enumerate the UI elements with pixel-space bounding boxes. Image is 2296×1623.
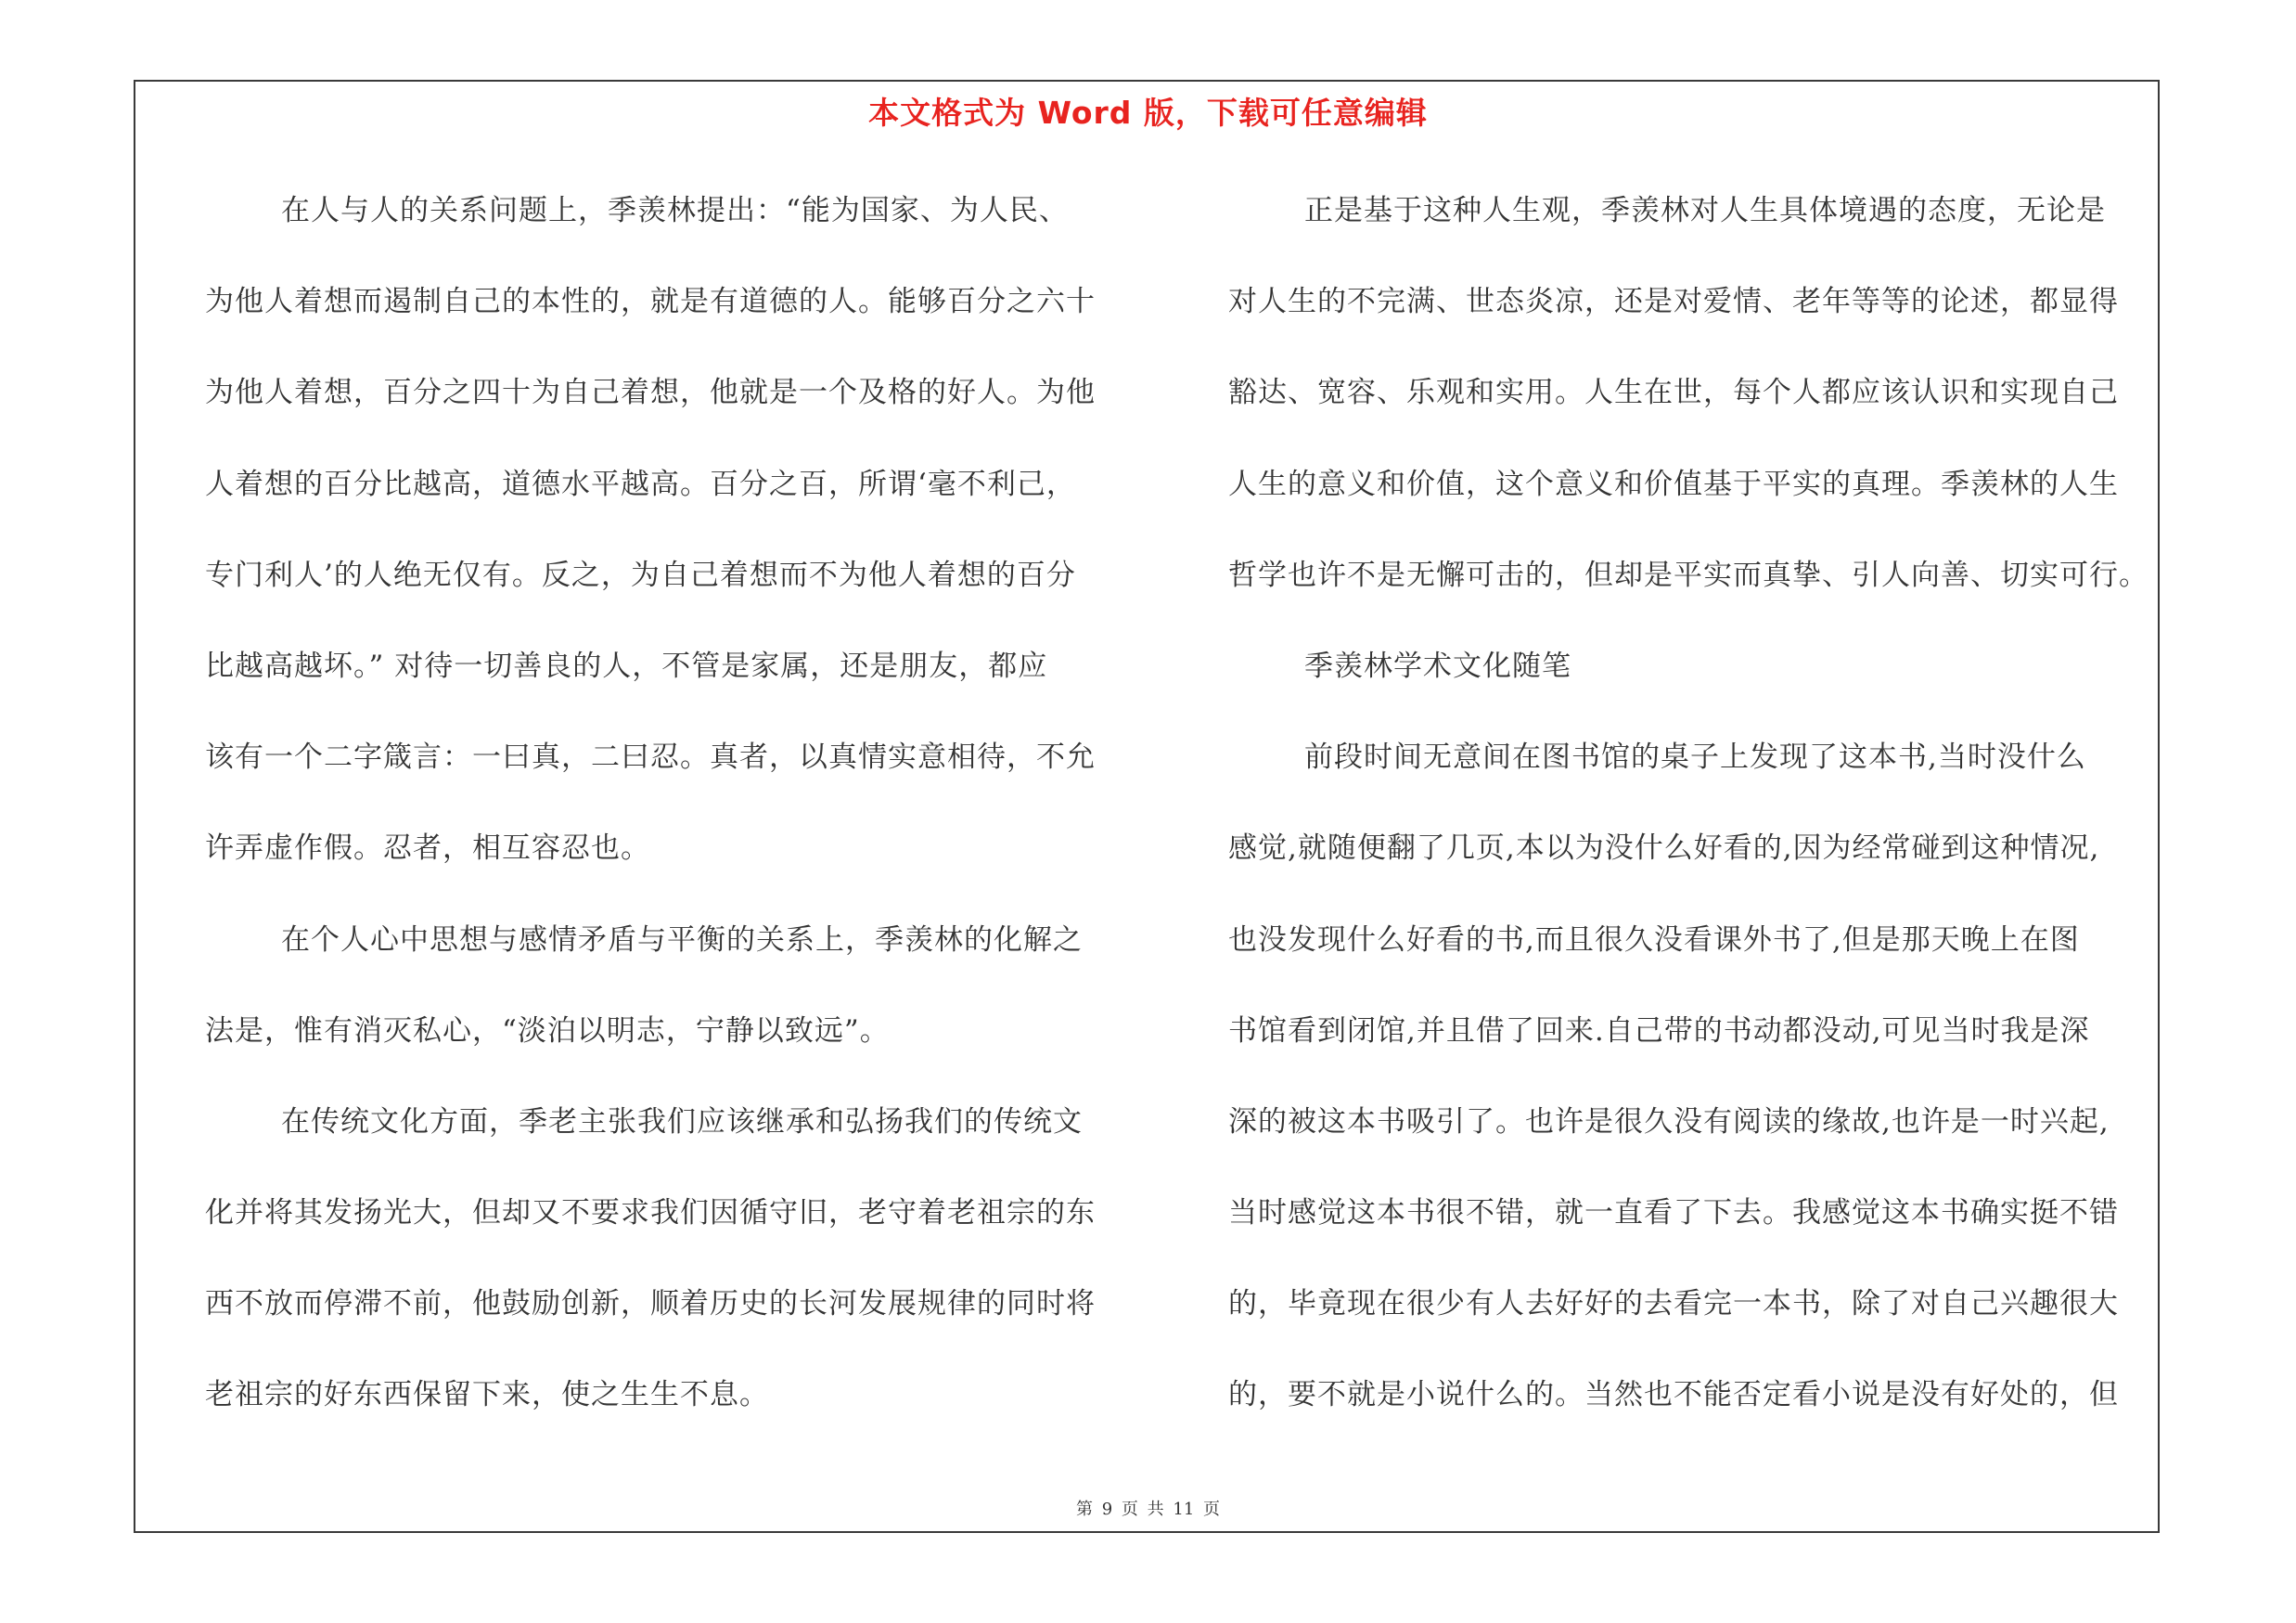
text-line: 深的被这本书吸引了。也许是很久没有阅读的缘故,也许是一时兴起,	[1228, 1104, 2110, 1139]
text-line: 豁达、宽容、乐观和实用。人生在世，每个人都应该认识和实现自己	[1228, 376, 2119, 410]
word-format-banner: 本文格式为 Word 版，下载可任意编辑	[868, 95, 1428, 131]
text-line: 的，要不就是小说什么的。当然也不能否定看小说是没有好处的，但	[1228, 1378, 2119, 1412]
text-line: 哲学也许不是无懈可击的，但却是平实而真挚、引人向善、切实可行。	[1228, 558, 2148, 592]
text-line: 人生的意义和价值，这个意义和价值基于平实的真理。季羡林的人生	[1228, 467, 2119, 501]
text-line: 书馆看到闭馆,并且借了回来.自己带的书动都没动,可见当时我是深	[1228, 1013, 2090, 1048]
text-line: 为他人着想，百分之四十为自己着想，他就是一个及格的好人。为他	[205, 376, 1096, 410]
page-footer	[0, 1496, 2296, 1520]
text-line: 也没发现什么好看的书,而且很久没看课外书了,但是那天晚上在图	[1228, 922, 2080, 957]
text-line: 前段时间无意间在图书馆的桌子上发现了这本书,当时没什么	[1304, 741, 2086, 775]
text-line: 专门利人’的人绝无仅有。反之，为自己着想而不为他人着想的百分	[205, 558, 1076, 592]
current-page-number: 9	[1101, 1500, 1113, 1519]
text-line: 感觉,就随便翻了几页,本以为没什么好看的,因为经常碰到这种情况,	[1228, 831, 2100, 866]
text-line: 季羡林学术文化随笔	[1304, 649, 1571, 683]
text-line: 老祖宗的好东西保留下来，使之生生不息。	[205, 1378, 769, 1412]
text-line: 在传统文化方面，季老主张我们应该继承和弘扬我们的传统文	[281, 1104, 1083, 1139]
text-line: 人着想的百分比越高，道德水平越高。百分之百，所谓‘毫不利己，	[205, 467, 1076, 501]
text-line: 当时感觉这本书很不错，就一直看了下去。我感觉这本书确实挺不错	[1228, 1196, 2119, 1230]
text-line: 比越高越坏。” 对待一切善良的人，不管是家属，还是朋友，都应	[205, 649, 1048, 683]
text-line: 正是基于这种人生观，季羡林对人生具体境遇的态度，无论是	[1304, 194, 2106, 227]
page-label-suffix: 页	[1203, 1500, 1221, 1519]
total-page-count: 11	[1173, 1500, 1195, 1519]
text-line: 化并将其发扬光大，但却又不要求我们因循守旧，老守着老祖宗的东	[205, 1196, 1096, 1230]
text-line: 该有一个二字箴言：一曰真，二曰忍。真者，以真情实意相待，不允	[205, 741, 1096, 775]
text-line: 在人与人的关系问题上，季羡林提出：“能为国家、为人民、	[281, 194, 1069, 227]
right-column	[1228, 182, 2171, 1458]
text-line: 为他人着想而遏制自己的本性的，就是有道德的人。能够百分之六十	[205, 285, 1096, 319]
text-line: 的，毕竟现在很少有人去好好的去看完一本书，除了对自己兴趣很大	[1228, 1287, 2119, 1321]
page-label-prefix: 第	[1075, 1500, 1093, 1519]
text-line: 许弄虚作假。忍者，相互容忍也。	[205, 831, 650, 866]
text-line: 西不放而停滞不前，他鼓励创新，顺着历史的长河发展规律的同时将	[205, 1287, 1096, 1321]
text-line: 对人生的不完满、世态炎凉，还是对爱情、老年等等的论述，都显得	[1228, 285, 2119, 319]
text-line: 在个人心中思想与感情矛盾与平衡的关系上，季羡林的化解之	[281, 922, 1083, 957]
page-unit-label: 页	[1121, 1500, 1138, 1519]
total-label: 共	[1147, 1500, 1164, 1519]
left-column	[205, 182, 1133, 1458]
text-line: 法是，惟有消灭私心，“淡泊以明志，宁静以致远”。	[205, 1013, 890, 1048]
